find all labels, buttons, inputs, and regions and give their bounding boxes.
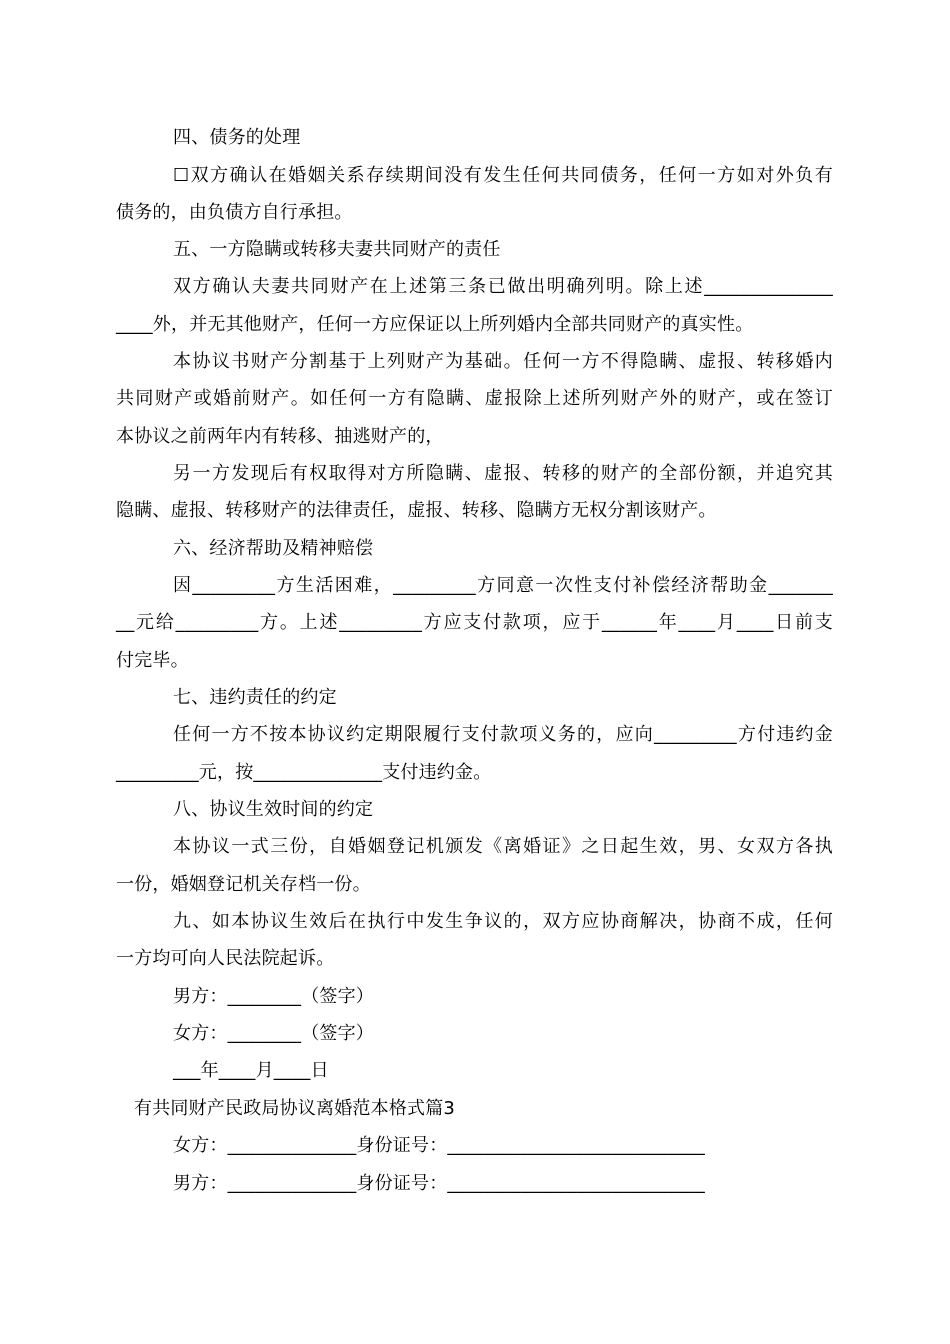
- male-signature-line: 男方：________（签字）: [173, 986, 374, 1007]
- paragraph-line: 本协议之前两年内有转移、抽逃财产的，: [116, 426, 444, 447]
- paragraph-line: 本协议一式三份，自婚姻登记机颁发《离婚证》之日起生效，男、女双方各执: [173, 836, 833, 857]
- paragraph-line: 一方均可向人民法院起诉。: [116, 948, 335, 969]
- paragraph-line: 任何一方不按本协议约定期限履行支付款项义务的，应向_________方付违约金: [173, 724, 833, 745]
- section-heading-effective: 八、协议生效时间的约定: [173, 799, 374, 820]
- section-heading-debts: 四、债务的处理: [173, 127, 301, 148]
- date-line: ___年____月____日: [173, 1060, 329, 1081]
- paragraph-line: 共同财产或婚前财产。如任何一方有隐瞒、虚报除上述所列财产外的财产，或在签订: [116, 388, 833, 409]
- female-signature-line: 女方：________（签字）: [173, 1023, 374, 1044]
- paragraph-line: __元给_________方。上述_________方应支付款项，应于______年____月____日前支: [116, 612, 833, 633]
- paragraph-line: 双方确认夫妻共同财产在上述第三条已做出明确列明。除上述______________: [173, 276, 833, 297]
- paragraph-line: 一份，婚姻登记机关存档一份。: [116, 874, 371, 895]
- paragraph-line: 付完毕。: [116, 650, 189, 671]
- paragraph-line: 债务的，由负债方自行承担。: [116, 202, 353, 223]
- paragraph-line: 因_________方生活困难，_________方同意一次性支付补偿经济帮助金_______: [173, 575, 833, 596]
- paragraph-line: ☐双方确认在婚姻关系存续期间没有发生任何共同债务，任何一方如对外负有: [173, 165, 833, 186]
- paragraph-line: 九、如本协议生效后在执行中发生争议的，双方应协商解决，协商不成，任何: [173, 911, 833, 932]
- section-heading-breach: 七、违约责任的约定: [173, 687, 337, 708]
- female-id-line: 女方：______________身份证号：____________________________: [173, 1135, 705, 1156]
- section-heading-compensation: 六、经济帮助及精神赔偿: [173, 538, 374, 559]
- paragraph-line: 隐瞒、虚报、转移财产的法律责任，虚报、转移、隐瞒方无权分割该财产。: [116, 500, 717, 521]
- section-heading-concealment: 五、一方隐瞒或转移夫妻共同财产的责任: [173, 239, 501, 260]
- document-subtitle: 有共同财产民政局协议离婚范本格式篇3: [134, 1098, 456, 1119]
- male-id-line: 男方：______________身份证号：____________________________: [173, 1173, 705, 1194]
- paragraph-line: _________元，按______________支付违约金。: [116, 762, 492, 783]
- paragraph-line: ____外，并无其他财产，任何一方应保证以上所列婚内全部共同财产的真实性。: [116, 314, 754, 335]
- paragraph-line: 本协议书财产分割基于上列财产为基础。任何一方不得隐瞒、虚报、转移婚内: [173, 351, 833, 372]
- paragraph-line: 另一方发现后有权取得对方所隐瞒、虚报、转移的财产的全部份额，并追究其: [173, 463, 833, 484]
